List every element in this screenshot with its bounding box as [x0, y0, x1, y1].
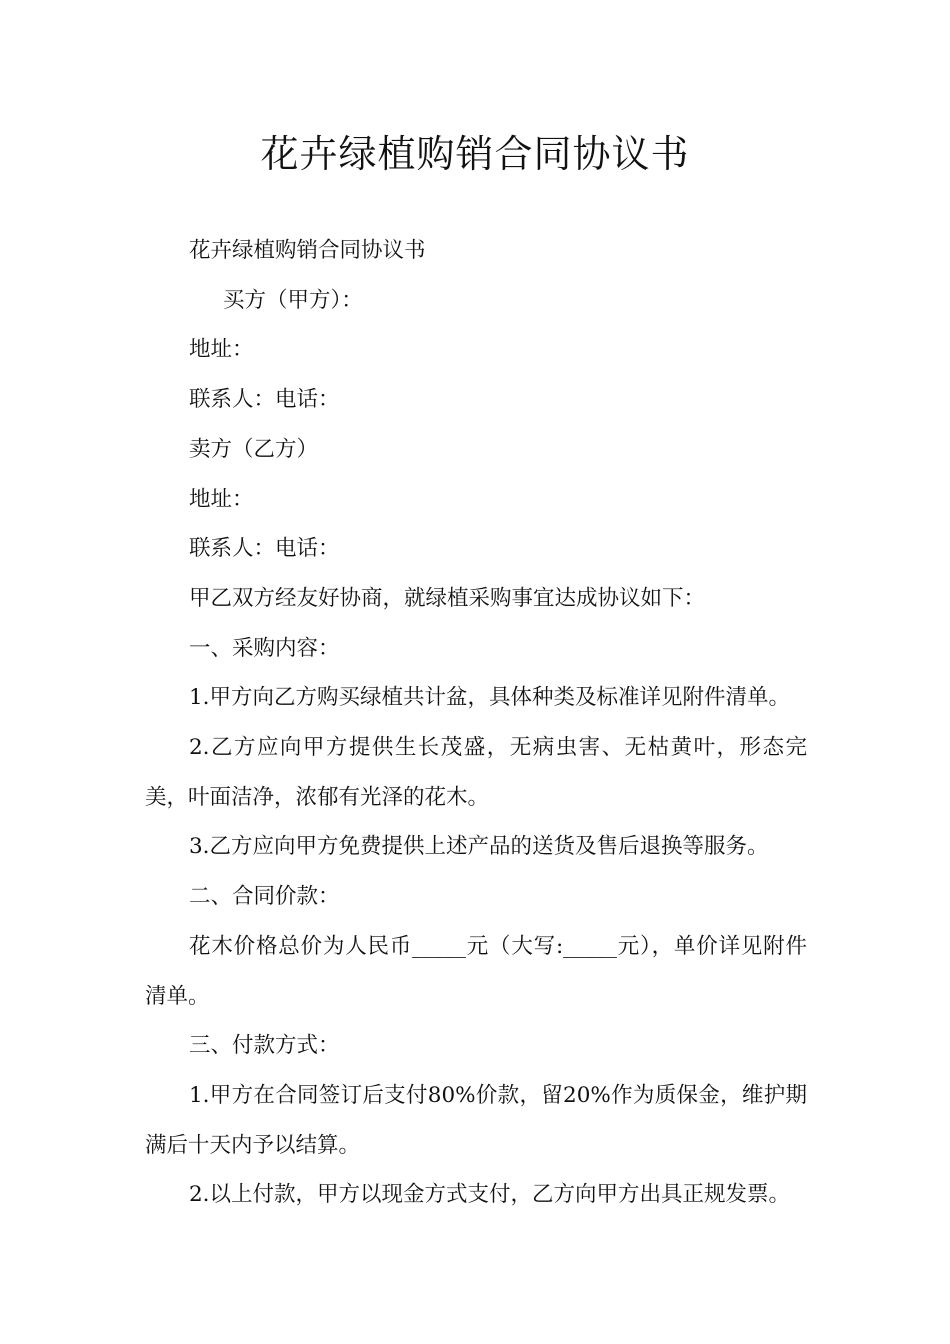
clause-payment-1: 1.甲方在合同签订后支付80%价款，留20%作为质保金，维护期满后十天内予以结算。 [145, 1082, 807, 1158]
document-title: 花卉绿植购销合同协议书 [260, 132, 690, 176]
clause-price: 花木价格总价为人民币_____元（大写:_____元），单价详见附件清单。 [145, 933, 807, 1009]
paragraph-buyer-address: 地址： [189, 337, 254, 363]
paragraph-buyer: 买方（甲方）： [223, 287, 363, 313]
section-heading-price: 二、合同价款： [189, 884, 340, 910]
paragraph-agreement-intro: 甲乙双方经友好协商，就绿植采购事宜达成协议如下： [189, 585, 706, 611]
paragraph-heading-repeat: 花卉绿植购销合同协议书 [189, 238, 426, 263]
paragraph-seller-address: 地址： [189, 486, 254, 512]
clause-purchase-1: 1.甲方向乙方购买绿植共计盆，具体种类及标准详见附件清单。 [189, 685, 791, 711]
paragraph-seller: 卖方（乙方） [189, 436, 319, 462]
paragraph-buyer-contact: 联系人：电话： [189, 387, 340, 413]
clause-purchase-2: 2.乙方应向甲方提供生长茂盛，无病虫害、无枯黄叶，形态完美，叶面洁净，浓郁有光泽的花木。 [145, 735, 807, 810]
clause-purchase-3: 3.乙方应向甲方免费提供上述产品的送货及售后退换等服务。 [189, 834, 769, 860]
document-body [145, 226, 807, 1220]
clause-payment-2: 2.以上付款，甲方以现金方式支付，乙方向甲方出具正规发票。 [189, 1182, 791, 1208]
section-heading-payment: 三、付款方式： [189, 1033, 340, 1059]
paragraph-seller-contact: 联系人：电话： [189, 536, 340, 562]
section-heading-purchase: 一、采购内容： [189, 635, 340, 661]
